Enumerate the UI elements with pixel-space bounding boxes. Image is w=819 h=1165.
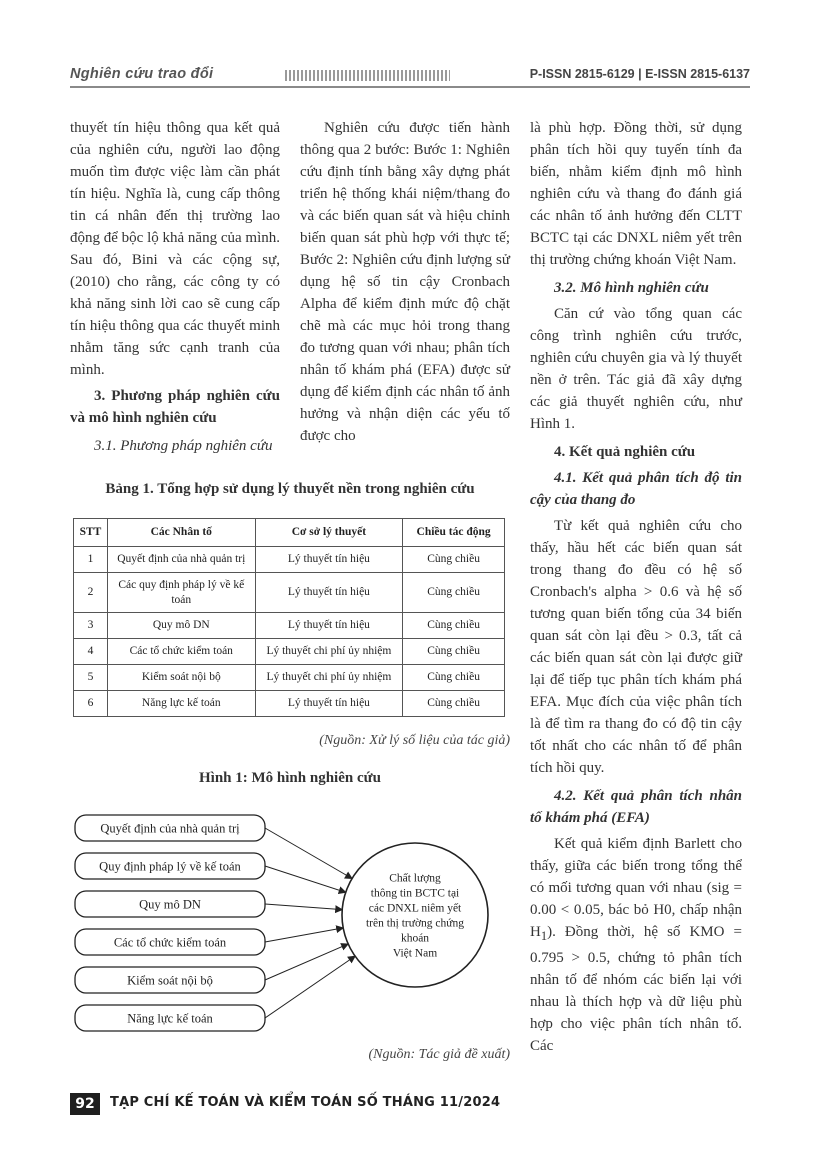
factor-label: Các tổ chức kiểm toán <box>113 935 227 950</box>
factor-arrow <box>265 866 346 892</box>
factor-arrow <box>265 944 348 980</box>
outcome-label: trên thị trường chứng <box>365 917 465 930</box>
paragraph-text: Kết quả kiểm định Barlett cho thấy, giữa các biến trong tổng thể có mối tương quan với nhau (sig = 0.00 < 0.05, bác bỏ H0, chấp nhận H <box>530 836 742 940</box>
table-row <box>74 665 505 691</box>
table-row <box>74 691 505 717</box>
table-cell: Kiểm soát nội bộ <box>107 665 255 691</box>
table-source: (Nguồn: Xử lý số liệu của tác giả) <box>319 733 510 748</box>
factor-label: Quyết định của nhà quản trị <box>100 821 240 836</box>
table-cell: Cùng chiều <box>403 613 505 639</box>
table-cell: Cùng chiều <box>403 691 505 717</box>
outcome-label: thông tin BCTC tại <box>370 887 460 900</box>
table-cell: Cùng chiều <box>403 547 505 573</box>
table-row <box>74 573 505 613</box>
table-cell: 6 <box>74 691 108 717</box>
factor-label: Quy mô DN <box>139 897 201 912</box>
subscript: 1 <box>540 929 548 943</box>
outcome-label: Chất lượng <box>389 872 441 885</box>
factor-arrow <box>265 828 352 879</box>
table-cell: Các tổ chức kiểm toán <box>107 639 255 665</box>
table-cell: 2 <box>74 573 108 613</box>
outcome-label: khoán <box>400 932 430 945</box>
header-rule <box>70 86 750 88</box>
page-number: 92 <box>70 1093 100 1115</box>
table-row <box>74 613 505 639</box>
table-title: Bảng 1. Tổng hợp sử dụng lý thuyết nền trong nghiên cứu <box>105 481 475 497</box>
page-footer <box>70 1093 570 1115</box>
table-cell: Lý thuyết tín hiệu <box>255 573 403 613</box>
issn-label: P-ISSN 2815-6129 | E-ISSN 2815-6137 <box>529 67 750 81</box>
section-label: Nghiên cứu trao đổi <box>70 66 214 82</box>
page-header <box>70 66 750 88</box>
table-header-cell: STT <box>74 519 108 547</box>
table-cell: Năng lực kế toán <box>107 691 255 717</box>
subsection-heading-4-2: 4.2. Kết quả phân tích nhân tố khám phá (EFA) <box>530 788 742 826</box>
paragraph: thuyết tín hiệu thông qua kết quả của nghiên cứu, người lao động muốn tìm được việc làm cần phát tín hiệu. Nghĩa là, cung cấp thông tin cá nhân đến thị trường lao động để bộc lộ khả năng của mình. Sau đó, Bini và các cộng sự, (2010) cho rằng, các công ty có khả năng sinh lời cao sẽ cung cấp tín hiệu thông qua các thuyết minh nhằm tăng sức cạnh tranh của mình. <box>70 120 280 378</box>
table-header-cell: Các Nhân tố <box>107 519 255 547</box>
header-decoration <box>285 70 450 81</box>
factor-arrow <box>265 904 342 910</box>
paragraph: là phù hợp. Đồng thời, sử dụng phân tích hồi quy tuyến tính đa biến, nhằm kiểm định mô hình nghiên cứu và thang đo đánh giá các nhân tố ảnh hưởng đến CLTT BCTC tại các DNXL niêm yết trên thị trường chứng khoán Việt Nam. <box>530 120 742 268</box>
table-cell: 5 <box>74 665 108 691</box>
table-cell: Các quy định pháp lý về kế toán <box>107 573 255 613</box>
table-cell: Quyết định của nhà quản trị <box>107 547 255 573</box>
table-row <box>74 639 505 665</box>
outcome-ellipse <box>342 843 488 987</box>
paragraph: Từ kết quả nghiên cứu cho thấy, hầu hết các biến quan sát trong thang đo đều có hệ số Cronbach's alpha > 0.6 và hệ số tương quan biến tổng của 34 biến quan sát còn lại đều > 0.3, tất cả các biến quan sát còn lại được giữ lại để tiếp tục phân tích khám phá EFA. Mục đích của việc phân tích là để tìm ra thang đo có độ tin cậy tốt nhất cho các nhân tố để phân tích hồi quy. <box>530 518 742 776</box>
table-header-cell: Cơ sở lý thuyết <box>255 519 403 547</box>
paragraph: Nghiên cứu được tiến hành thông qua 2 bước: Bước 1: Nghiên cứu định tính bằng xây dựng phát triển hệ thống khái niệm/thang đo và các biến quan sát và hiệu chỉnh biến quan sát phù hợp với thực tế; Bước 2: Nghiên cứu định lượng sử dụng hệ số tin cậy Cronbach Alpha để kiểm định mức độ chặt chẽ mà các mục hỏi trong thang đo tương quan với nhau; phân tích nhân tố khám phá (EFA) được sử dụng để kiểm định các nhân tố ảnh hưởng và nhận diện các yếu tố được cho <box>300 120 510 444</box>
column-middle <box>300 117 510 447</box>
table-cell: Lý thuyết tín hiệu <box>255 613 403 639</box>
table-cell: Cùng chiều <box>403 665 505 691</box>
factor-label: Quy định pháp lý về kế toán <box>99 859 241 874</box>
outcome-label: Việt Nam <box>392 947 438 960</box>
paragraph: Căn cứ vào tổng quan các công trình nghiên cứu trước, nghiên cứu chuyên gia và lý thuyết nền ở trên. Tác giả đã xây dựng các giả thuyết nghiên cứu, như Hình 1. <box>530 306 742 432</box>
table-cell: Lý thuyết tín hiệu <box>255 691 403 717</box>
table-cell: 4 <box>74 639 108 665</box>
table-cell: Lý thuyết chi phí ủy nhiệm <box>255 665 403 691</box>
factor-arrow <box>265 956 355 1018</box>
paragraph <box>530 833 742 1057</box>
table-row <box>74 547 505 573</box>
research-model-diagram <box>70 805 510 1041</box>
table-cell: Lý thuyết chi phí ủy nhiệm <box>255 639 403 665</box>
section-heading-3: 3. Phương pháp nghiên cứu và mô hình nghiên cứu <box>70 388 280 426</box>
figure-title: Hình 1: Mô hình nghiên cứu <box>199 770 381 786</box>
column-right <box>530 117 742 1057</box>
table-cell: Cùng chiều <box>403 573 505 613</box>
journal-name: TẠP CHÍ KẾ TOÁN VÀ KIỂM TOÁN SỐ THÁNG 11/2024 <box>110 1095 501 1110</box>
table-cell: 1 <box>74 547 108 573</box>
section-heading-4: 4. Kết quả nghiên cứu <box>554 444 696 460</box>
table-header-row <box>74 519 505 547</box>
outcome-label: các DNXL niêm yết <box>368 902 462 915</box>
paragraph-text: ). Đồng thời, hệ số KMO = 0.795 > 0.5, chứng tỏ phân tích nhân tố để nhóm các biến lại với nhau là thích hợp và dữ liệu phù hợp cho việc phân tích nhân tố. Các <box>530 924 742 1054</box>
figure-source: (Nguồn: Tác giả đề xuất) <box>368 1047 510 1062</box>
factor-arrow <box>265 928 343 942</box>
table-cell: Cùng chiều <box>403 639 505 665</box>
table-header-cell: Chiều tác động <box>403 519 505 547</box>
column-left <box>70 117 280 457</box>
theory-table <box>73 518 505 717</box>
subsection-heading-3-1: 3.1. Phương pháp nghiên cứu <box>94 438 273 454</box>
subsection-heading-4-1: 4.1. Kết quả phân tích độ tin cậy của thang đo <box>530 470 742 508</box>
factor-label: Năng lực kế toán <box>127 1011 213 1026</box>
table-cell: Quy mô DN <box>107 613 255 639</box>
subsection-heading-3-2: 3.2. Mô hình nghiên cứu <box>554 280 709 296</box>
table-cell: 3 <box>74 613 108 639</box>
factor-label: Kiểm soát nội bộ <box>127 973 213 988</box>
table-cell: Lý thuyết tín hiệu <box>255 547 403 573</box>
